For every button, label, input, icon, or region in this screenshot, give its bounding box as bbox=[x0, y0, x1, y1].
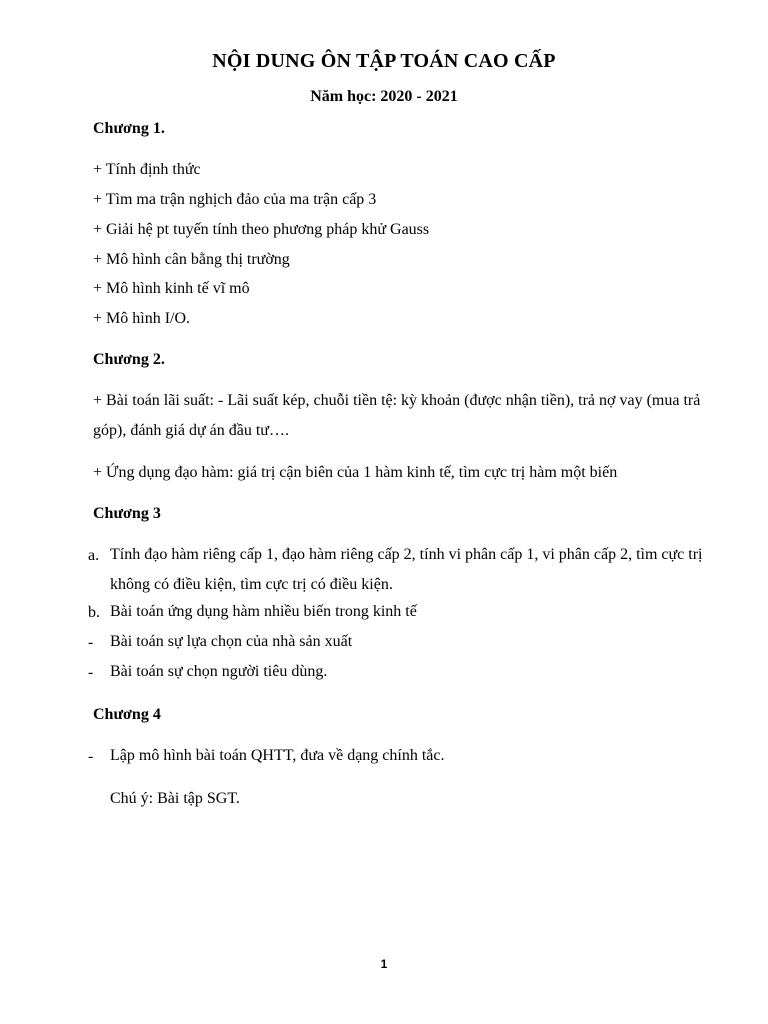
chapter-1-item: + Mô hình kinh tế vĩ mô bbox=[93, 280, 250, 297]
chapter-3-item: Bài toán ứng dụng hàm nhiều biến trong kinh tế bbox=[110, 603, 417, 620]
list-marker: b. bbox=[88, 604, 100, 621]
chapter-1-item: + Mô hình cân bằng thị trường bbox=[93, 251, 290, 268]
list-marker: - bbox=[88, 634, 94, 651]
chapter-1-item: + Giải hệ pt tuyến tính theo phương pháp khử Gauss bbox=[93, 221, 430, 238]
chapter-3-item: Bài toán sự chọn người tiêu dùng. bbox=[110, 663, 328, 680]
chapter-4-heading: Chương 4 bbox=[93, 706, 161, 723]
chapter-1-item: + Mô hình I/O. bbox=[93, 310, 191, 327]
chapter-3-item: Tính đạo hàm riêng cấp 1, đạo hàm riêng cấp 2, tính vi phân cấp 1, vi phân cấp 2, tìm cực trị không có điều kiện, tìm cực trị có điều kiện. bbox=[110, 546, 703, 593]
chapter-4-item: Lập mô hình bài toán QHTT, đưa về dạng chính tắc. bbox=[110, 747, 445, 764]
list-marker: a. bbox=[88, 547, 100, 564]
list-marker: - bbox=[88, 664, 94, 681]
chapter-4-note: Chú ý: Bài tập SGT. bbox=[110, 790, 240, 807]
chapter-3-heading: Chương 3 bbox=[93, 505, 161, 522]
chapter-2-item: + Bài toán lãi suất: - Lãi suất kép, chuỗi tiền tệ: kỳ khoản (được nhận tiền), trả nợ vay (mua trả góp), đánh giá dự án đầu tư…. bbox=[93, 392, 701, 439]
document-title: NỘI DUNG ÔN TẬP TOÁN CAO CẤP bbox=[212, 50, 556, 72]
chapter-2-heading: Chương 2. bbox=[93, 351, 165, 368]
chapter-1-heading: Chương 1. bbox=[93, 120, 165, 137]
chapter-1-item: + Tính định thức bbox=[93, 161, 201, 178]
chapter-2-item: + Ứng dụng đạo hàm: giá trị cận biên của 1 hàm kinh tế, tìm cực trị hàm một biến bbox=[93, 464, 618, 481]
chapter-3-item: Bài toán sự lựa chọn của nhà sản xuất bbox=[110, 633, 353, 650]
chapter-1-item: + Tìm ma trận nghịch đảo của ma trận cấp 3 bbox=[93, 191, 377, 208]
document-subtitle: Năm học: 2020 - 2021 bbox=[310, 88, 458, 105]
list-marker: - bbox=[88, 748, 94, 765]
page-number: 1 bbox=[380, 957, 388, 971]
